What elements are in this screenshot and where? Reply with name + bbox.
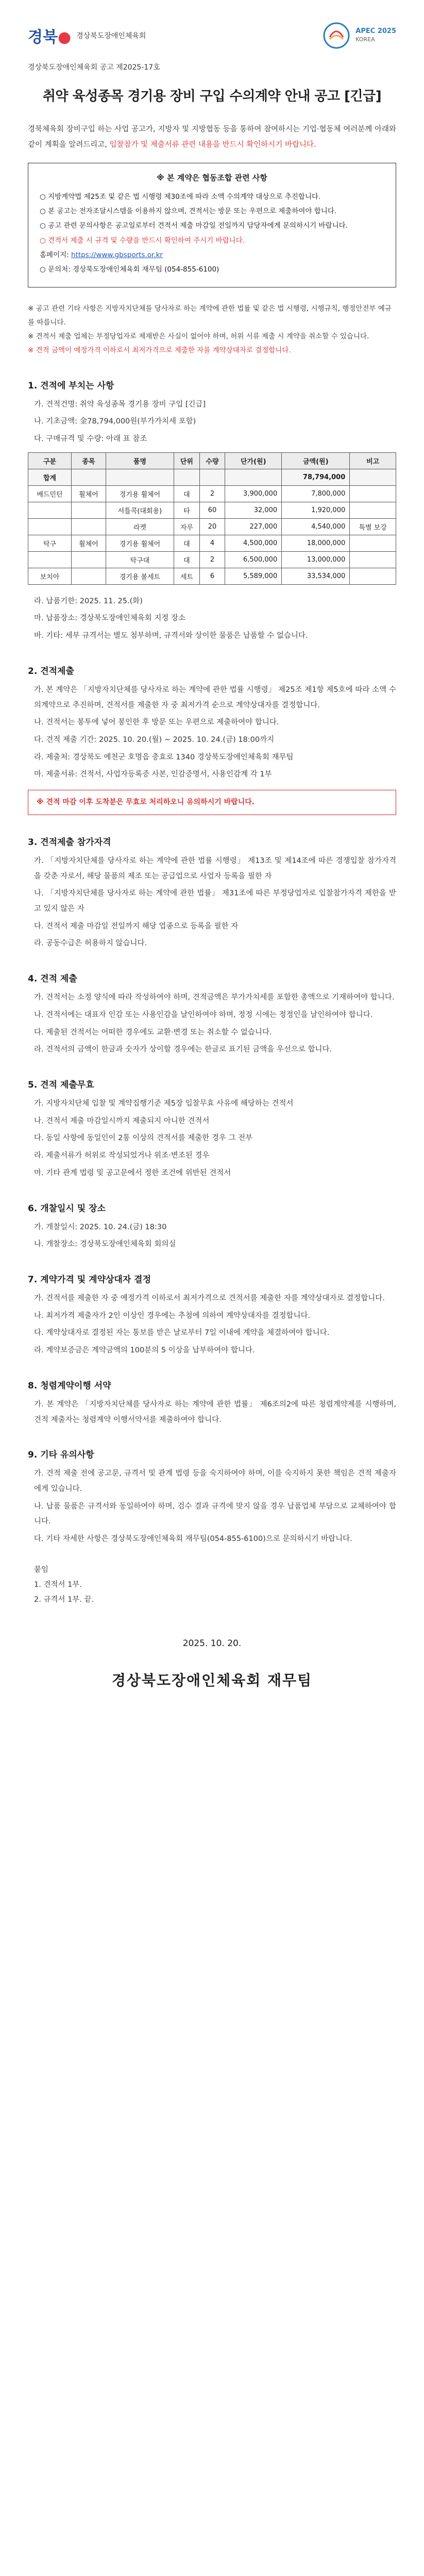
col-header: 종목 <box>72 452 106 469</box>
section-2-callout: ※ 견적 마감 이후 도착분은 무효로 처리하오니 유의하시기 바랍니다. <box>28 790 396 815</box>
table-cell: 4 <box>199 535 225 551</box>
section-1-item: 바. 기타: 세부 규격서는 별도 첨부하며, 규격서와 상이한 물품은 납품할 수 없습니다. <box>34 632 308 640</box>
section-3-item: 가. 「지방자치단체를 당사자로 하는 계약에 관한 법률 시행령」 제13조 및 제14조에 따른 경쟁입찰 참가자격을 갖춘 자로서, 해당 물품의 제조 또는 공급업으로 사업자 등록을 필한 자 <box>34 856 396 880</box>
table-cell <box>72 518 106 535</box>
col-header: 품명 <box>106 452 174 469</box>
announcement-number: 경상북도장애인체육회 공고 제2025-17호 <box>28 63 160 72</box>
table-cell: 특별 보강 <box>350 518 396 535</box>
attachment-item: 2. 규격서 1부. 끝. <box>34 1595 94 1604</box>
table-cell <box>350 485 396 502</box>
section-4-item: 나. 견적서에는 대표자 인감 또는 사용인감을 날인하여야 하며, 정정 시에는 정정인을 날인하여야 합니다. <box>34 1010 373 1019</box>
table-cell: 대 <box>174 535 200 551</box>
section-6-title: 6. 개찰일시 및 장소 <box>28 1203 106 1214</box>
attachments <box>34 1563 396 1607</box>
table-cell <box>174 469 200 485</box>
col-header: 금액(원) <box>282 452 350 469</box>
table-row <box>28 535 396 551</box>
section-8-item: 가. 본 계약은 「지방자치단체를 당사자로 하는 계약에 관한 법률」 제6조의2에 따른 청렴계약제를 시행하며, 견적 제출자는 청렴계약 이행서약서를 제출하여야 합니다. <box>34 1400 396 1424</box>
table-cell: 대 <box>174 485 200 502</box>
table-cell: 6 <box>199 568 225 584</box>
section-7-item: 가. 견적서를 제출한 자 중 예정가격 이하로서 최저가격으로 견적서를 제출한 자를 계약상대자로 결정합니다. <box>34 1294 385 1302</box>
table-cell: 대 <box>174 551 200 568</box>
notice-line: ○ 지방계약법 제25조 및 같은 법 시행령 제30조에 따라 소액 수의계약 대상으로 추진합니다. <box>40 192 321 201</box>
notice-line: ○ 본 공고는 전자조달시스템을 이용하지 않으며, 견적서는 방문 또는 우편으로 제출하여야 합니다. <box>40 207 337 215</box>
table-cell: 자루 <box>174 518 200 535</box>
col-header: 비고 <box>350 452 396 469</box>
section-9-item: 나. 납품 물품은 규격서와 동일하여야 하며, 검수 결과 규격에 맞지 않을 경우 납품업체 부담으로 교체하여야 합니다. <box>34 1502 396 1526</box>
notice-red-line: ○ 견적서 제출 시 규격 및 수량을 반드시 확인하여 주시기 바랍니다. <box>40 236 245 245</box>
table-row <box>28 568 396 584</box>
col-header: 구분 <box>28 452 72 469</box>
table-cell: 32,000 <box>225 502 282 518</box>
section-7-item: 나. 최저가격 제출자가 2인 이상인 경우에는 추첨에 의하여 계약상대자를 결정합니다. <box>34 1311 311 1320</box>
section-4-item: 라. 견적서의 금액이 한글과 숫자가 상이할 경우에는 한글로 표기된 금액을 우선으로 합니다. <box>34 1045 332 1054</box>
notice-box <box>28 163 396 287</box>
table-cell <box>350 502 396 518</box>
section-9-item: 다. 기타 자세한 사항은 경상북도장애인체육회 재무팀(054-855-6100)으로 문의하시기 바랍니다. <box>34 1535 352 1544</box>
homepage-link[interactable]: https://www.gbsports.or.kr <box>71 250 163 259</box>
section-1-item: 라. 납품기한: 2025. 11. 25.(화) <box>34 597 143 605</box>
table-cell: 227,000 <box>225 518 282 535</box>
table-cell: 1,920,000 <box>282 502 350 518</box>
table-row <box>28 485 396 502</box>
table-cell: 20 <box>199 518 225 535</box>
section-5-item: 다. 동일 사항에 동일인이 2통 이상의 견적서를 제출한 경우 그 전부 <box>34 1134 253 1143</box>
section-5-item: 마. 기타 관계 법령 및 공고문에서 정한 조건에 위반된 견적서 <box>34 1168 231 1177</box>
section-2-title: 2. 견적제출 <box>28 666 74 676</box>
table-cell: 휠체어 <box>72 485 106 502</box>
signature-date: 2025. 10. 20. <box>182 1638 242 1649</box>
section-1-item: 마. 납품장소: 경상북도장애인체육회 지정 장소 <box>34 614 186 623</box>
col-header: 수량 <box>199 452 225 469</box>
section-7-title: 7. 계약가격 및 계약상대자 결정 <box>28 1275 151 1285</box>
table-row <box>28 551 396 568</box>
table-cell <box>72 551 106 568</box>
org-logo-text: 경상북도장애인체육회 <box>76 32 146 40</box>
col-header: 단가(원) <box>225 452 282 469</box>
header-bar <box>28 12 396 59</box>
table-cell: 세트 <box>174 568 200 584</box>
section-5-item: 나. 견적서 제출 마감일시까지 제출되지 아니한 견적서 <box>34 1116 210 1125</box>
apec-logo-text: APEC 2025 KOREA <box>355 27 396 43</box>
table-cell <box>106 469 174 485</box>
table-cell <box>350 535 396 551</box>
page-title: 취약 육성종목 경기용 장비 구입 수의계약 안내 공고 [긴급] <box>42 89 382 104</box>
table-cell: 2 <box>199 485 225 502</box>
notice-line: ○ 공고 관련 문의사항은 공고일로부터 견적서 제출 마감일 전일까지 담당자에게 문의하시기 바랍니다. <box>40 222 348 230</box>
intro-paragraph: 경북체육회 장비구입 하는 사업 공고가, 지방자 및 지방협동 등을 통하여 참여하시는 기업·협동체 여러분께 아래와 같이 계획을 알려드리고, 입찰참가 및 제출서류 관련 내용을 반드시 확인하시기 바랍니다. <box>28 125 396 149</box>
table-cell: 4,540,000 <box>282 518 350 535</box>
notice-link-line: 홈페이지: https://www.gbsports.or.kr <box>40 250 163 259</box>
memo-line: ※ 공고 관련 기타 사항은 지방자치단체를 당사자로 하는 계약에 관한 법률 및 같은 법 시행령, 시행규칙, 행정안전부 예규를 따릅니다. <box>28 304 392 327</box>
signature-org: 경상북도장애인체육회 재무팀 <box>111 1671 313 1689</box>
table-cell: 4,500,000 <box>225 535 282 551</box>
table-cell: 2 <box>199 551 225 568</box>
table-cell: 라켓 <box>106 518 174 535</box>
table-cell <box>350 469 396 485</box>
section-2-item: 마. 제출서류: 견적서, 사업자등록증 사본, 인감증명서, 사용인감계 각 1부 <box>34 770 272 779</box>
items-table-header <box>28 452 396 469</box>
table-cell: 60 <box>199 502 225 518</box>
table-row <box>28 518 396 535</box>
section-5-title: 5. 견적 제출무효 <box>28 1079 94 1090</box>
table-cell: 탁구대 <box>106 551 174 568</box>
attachment-item: 1. 견적서 1부. <box>34 1580 82 1589</box>
table-cell: 18,000,000 <box>282 535 350 551</box>
items-table-body <box>28 469 396 584</box>
section-7-item: 라. 계약보증금은 계약금액의 100분의 5 이상을 납부하여야 합니다. <box>34 1346 255 1355</box>
memo-red-line: ※ 견적 금액이 예정가격 이하로서 최저가격으로 제출한 자를 계약상대자로 결정합니다. <box>28 346 291 354</box>
section-3-item: 나. 「지방자치단체를 당사자로 하는 계약에 관한 법률」 제31조에 따른 부정당업자로 입찰참가자격 제한을 받고 있지 않은 자 <box>34 889 396 913</box>
table-cell <box>199 469 225 485</box>
org-logo-dot: ● <box>57 28 72 46</box>
memo-line: ※ 견적서 제출 업체는 부정당업자로 제재받은 사실이 없어야 하며, 허위 서류 제출 시 계약을 취소할 수 있습니다. <box>28 332 369 341</box>
section-2-item: 라. 제출처: 경상북도 예천군 호명읍 충효로 1340 경상북도장애인체육회 재무팀 <box>34 753 294 761</box>
table-cell <box>28 518 72 535</box>
section-3-item: 라. 공동수급은 허용하지 않습니다. <box>34 939 147 948</box>
section-2-item: 가. 본 계약은 「지방자치단체를 당사자로 하는 계약에 관한 법률 시행령」 제25조 제1항 제5호에 따라 소액 수의계약으로 추진하며, 견적서를 제출한 자 중 최저가격 순으로 계약상대자를 결정합니다. <box>34 685 396 709</box>
section-5-item: 라. 제출서류가 허위로 작성되었거나 위조·변조된 경우 <box>34 1151 210 1160</box>
table-cell <box>350 568 396 584</box>
table-cell: 3,900,000 <box>225 485 282 502</box>
memo-block <box>28 302 396 358</box>
table-cell: 보치아 <box>28 568 72 584</box>
table-cell: 셔틀콕(대회용) <box>106 502 174 518</box>
table-row <box>28 502 396 518</box>
org-logo-mark: 경북● <box>28 28 72 46</box>
notice-head: ※ 본 계약은 협동조합 관련 사항 <box>157 173 267 183</box>
table-cell: 경기용 휠체어 <box>106 535 174 551</box>
notice-contact: ○ 문의처: 경상북도장애인체육회 재무팀 (054-855-6100) <box>40 265 219 274</box>
table-cell <box>350 551 396 568</box>
table-cell: 78,794,000 <box>282 469 350 485</box>
table-cell: 33,534,000 <box>282 568 350 584</box>
section-2-item: 나. 견적서는 봉투에 넣어 봉인한 후 방문 또는 우편으로 제출하여야 합니다. <box>34 718 279 727</box>
table-cell <box>28 551 72 568</box>
section-1-item: 나. 기초금액: 金78,794,000원(부가가치세 포함) <box>34 417 196 426</box>
table-cell: 배드민턴 <box>28 485 72 502</box>
signature-block <box>28 1638 396 1690</box>
section-5-item: 가. 지방자치단체 입찰 및 계약집행기준 제5장 입찰무효 사유에 해당하는 견적서 <box>34 1099 294 1108</box>
table-cell: 13,000,000 <box>282 551 350 568</box>
section-4-item: 가. 견적서는 소정 양식에 따라 작성하여야 하며, 견적금액은 부가가치세를 포함한 총액으로 기재하여야 합니다. <box>34 993 395 1002</box>
table-cell: 휠체어 <box>72 535 106 551</box>
table-cell: 6,500,000 <box>225 551 282 568</box>
table-cell: 경기용 볼세트 <box>106 568 174 584</box>
section-3-item: 다. 견적서 제출 마감일 전일까지 해당 업종으로 등록을 필한 자 <box>34 922 239 930</box>
table-row <box>28 469 396 485</box>
section-4-item: 다. 제출된 견적서는 어떠한 경우에도 교환·변경 또는 취소할 수 없습니다. <box>34 1028 272 1037</box>
table-cell <box>28 502 72 518</box>
section-9-item: 가. 견적 제출 전에 공고문, 규격서 및 관계 법령 등을 숙지하여야 하며, 이를 숙지하지 못한 책임은 견적 제출자에게 있습니다. <box>34 1469 396 1494</box>
table-cell: 타 <box>174 502 200 518</box>
section-1-item: 다. 구매규격 및 수량: 아래 표 참조 <box>34 435 147 443</box>
section-4-title: 4. 견적 제출 <box>28 974 77 985</box>
section-6-item: 가. 개찰일시: 2025. 10. 24.(금) 18:30 <box>34 1223 167 1231</box>
section-9-title: 9. 기타 유의사항 <box>28 1450 94 1461</box>
items-table <box>28 452 396 585</box>
section-3-title: 3. 견적제출 참가자격 <box>28 837 111 848</box>
col-header: 단위 <box>174 452 200 469</box>
table-cell: 탁구 <box>28 535 72 551</box>
table-cell: 경기용 휠체어 <box>106 485 174 502</box>
section-1-item: 가. 견적건명: 취약 육성종목 경기용 장비 구입 [긴급] <box>34 400 206 409</box>
table-cell: 7,800,000 <box>282 485 350 502</box>
section-1-title: 1. 견적에 부치는 사항 <box>28 380 114 391</box>
table-cell <box>72 502 106 518</box>
section-6-item: 나. 개찰장소: 경상북도장애인체육회 회의실 <box>34 1240 176 1249</box>
apec-emblem-icon <box>323 22 350 49</box>
apec-logo <box>323 22 396 49</box>
table-cell: 5,589,000 <box>225 568 282 584</box>
section-8-title: 8. 청렴계약이행 서약 <box>28 1380 111 1391</box>
table-cell: 합계 <box>28 469 72 485</box>
section-7-item: 다. 계약상대자로 결정된 자는 통보를 받은 날로부터 7일 이내에 계약을 체결하여야 합니다. <box>34 1329 330 1337</box>
table-cell <box>72 568 106 584</box>
table-cell <box>225 469 282 485</box>
table-cell <box>72 469 106 485</box>
section-2-item: 다. 견적 제출 기간: 2025. 10. 20.(월) ~ 2025. 10. 24.(금) 18:00까지 <box>34 736 275 744</box>
org-logo <box>28 24 146 47</box>
attachments-label: 붙임 <box>34 1565 49 1574</box>
